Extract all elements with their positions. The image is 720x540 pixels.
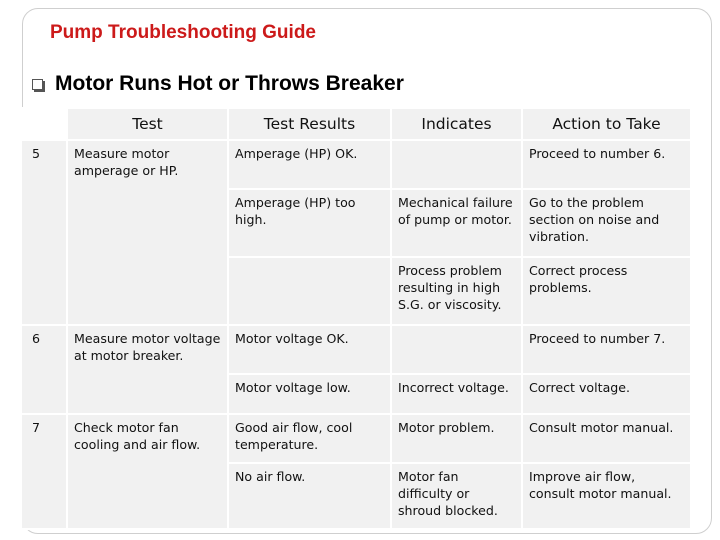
header-indicates: Indicates xyxy=(391,108,522,140)
header-test-results: Test Results xyxy=(228,108,391,140)
indicates-cell: Motor problem. xyxy=(391,414,522,463)
table-header-row xyxy=(21,108,691,140)
subtitle: Motor Runs Hot or Throws Breaker xyxy=(55,72,404,95)
result-cell: Motor voltage low. xyxy=(228,374,391,414)
indicates-cell: Process problem resulting in high S.G. or viscosity. xyxy=(391,257,522,325)
step-number: 6 xyxy=(21,325,67,414)
troubleshooting-table xyxy=(20,107,692,530)
action-cell: Correct voltage. xyxy=(522,374,691,414)
result-cell: Motor voltage OK. xyxy=(228,325,391,374)
table-row xyxy=(21,325,691,374)
test-cell: Measure motor amperage or HP. xyxy=(67,140,228,325)
step-number: 7 xyxy=(21,414,67,529)
indicates-cell xyxy=(391,325,522,374)
checkbox-square-icon xyxy=(32,79,43,90)
action-cell: Consult motor manual. xyxy=(522,414,691,463)
result-cell xyxy=(228,257,391,325)
action-cell: Improve air flow, consult motor manual. xyxy=(522,463,691,529)
action-cell: Proceed to number 7. xyxy=(522,325,691,374)
result-cell: No air flow. xyxy=(228,463,391,529)
indicates-cell: Incorrect voltage. xyxy=(391,374,522,414)
result-cell: Amperage (HP) OK. xyxy=(228,140,391,189)
header-action: Action to Take xyxy=(522,108,691,140)
subtitle-row xyxy=(32,72,404,96)
result-cell: Good air flow, cool temperature. xyxy=(228,414,391,463)
table-row xyxy=(21,414,691,463)
indicates-cell: Mechanical failure of pump or motor. xyxy=(391,189,522,257)
action-cell: Go to the problem section on noise and vibration. xyxy=(522,189,691,257)
step-number: 5 xyxy=(21,140,67,325)
header-number xyxy=(21,108,67,140)
table-row xyxy=(21,140,691,189)
page-title: Pump Troubleshooting Guide xyxy=(50,22,316,43)
test-cell: Check motor fan cooling and air flow. xyxy=(67,414,228,529)
header-test: Test xyxy=(67,108,228,140)
action-cell: Correct process problems. xyxy=(522,257,691,325)
indicates-cell xyxy=(391,140,522,189)
test-cell: Measure motor voltage at motor breaker. xyxy=(67,325,228,414)
action-cell: Proceed to number 6. xyxy=(522,140,691,189)
indicates-cell: Motor fan difficulty or shroud blocked. xyxy=(391,463,522,529)
result-cell: Amperage (HP) too high. xyxy=(228,189,391,257)
